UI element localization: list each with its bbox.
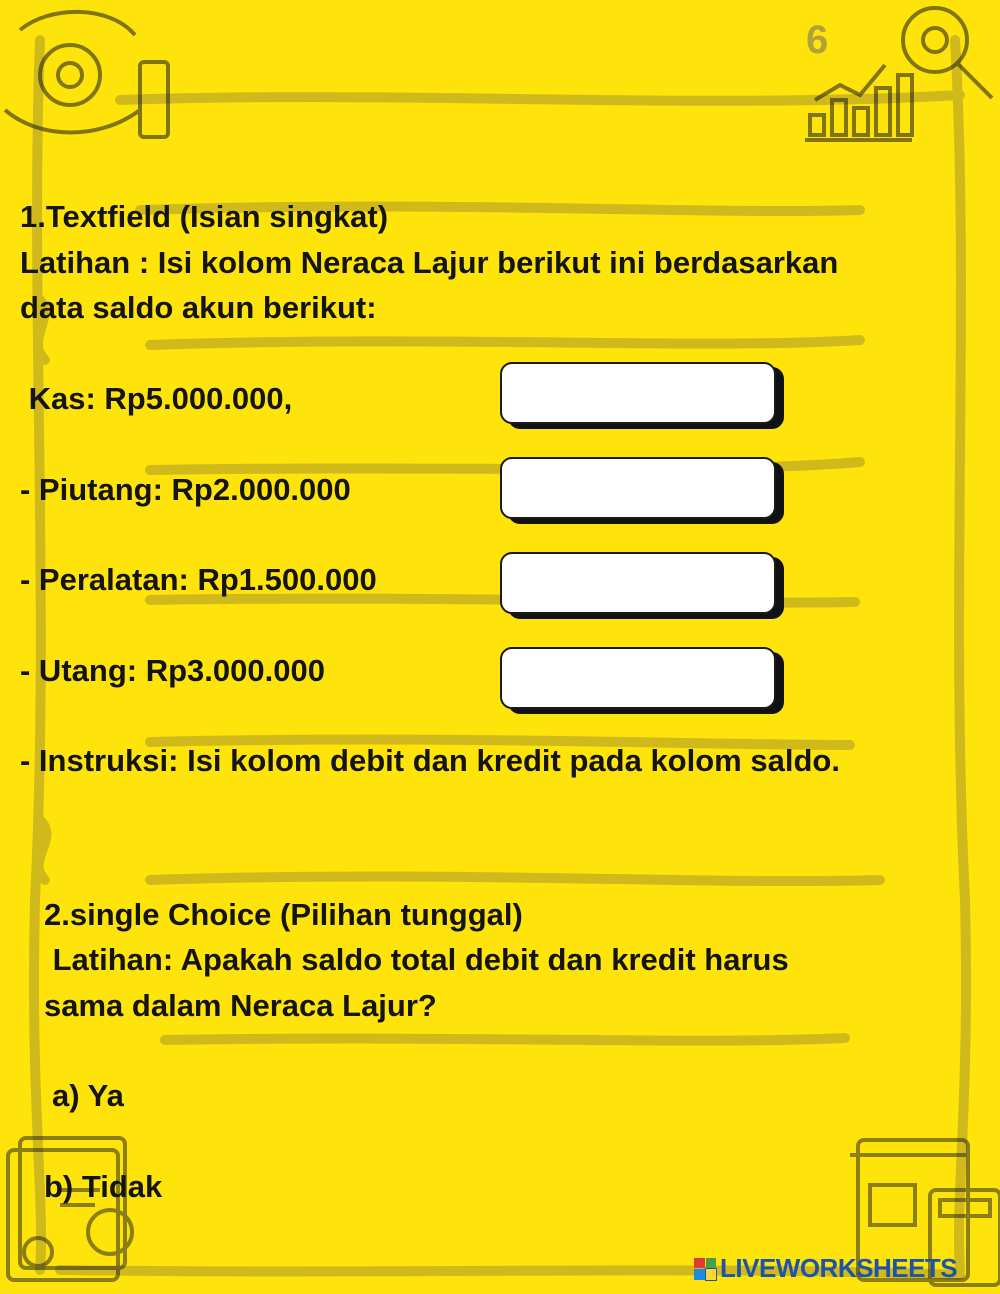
- section2-heading: 2.single Choice (Pilihan tunggal): [44, 897, 523, 932]
- answer-field-peralatan[interactable]: [500, 552, 776, 614]
- section2-question-line2: sama dalam Neraca Lajur?: [44, 988, 437, 1023]
- brand-name: LIVEWORKSHEETS: [720, 1253, 958, 1283]
- section1-heading: 1.Textfield (Isian singkat): [20, 199, 389, 234]
- option-b[interactable]: b) Tidak: [44, 1169, 163, 1204]
- answer-field-utang[interactable]: [500, 647, 776, 709]
- gear-hand-icon: [5, 12, 168, 137]
- page-number: 6: [806, 18, 829, 62]
- section1-prompt-line2: data saldo akun berikut:: [20, 290, 377, 325]
- item-label-peralatan: - Peralatan: Rp1.500.000: [20, 562, 377, 597]
- section2-question-line1: Latihan: Apakah saldo total debit dan kredit harus: [44, 942, 789, 977]
- answer-field-piutang[interactable]: [500, 457, 776, 519]
- liveworksheets-logo-icon: [694, 1258, 716, 1280]
- section1-prompt-line1: Latihan : Isi kolom Neraca Lajur berikut ini berdasarkan: [20, 245, 839, 280]
- section1-instruction: - Instruksi: Isi kolom debit dan kredit pada kolom saldo.: [20, 743, 840, 778]
- option-a[interactable]: a) Ya: [52, 1078, 124, 1113]
- chart-magnifier-icon: [805, 8, 992, 140]
- item-label-piutang: - Piutang: Rp2.000.000: [20, 472, 351, 507]
- liveworksheets-brand: [694, 1253, 957, 1284]
- answer-field-kas[interactable]: [500, 362, 776, 424]
- item-label-utang: - Utang: Rp3.000.000: [20, 653, 325, 688]
- item-label-kas: Kas: Rp5.000.000,: [20, 381, 293, 416]
